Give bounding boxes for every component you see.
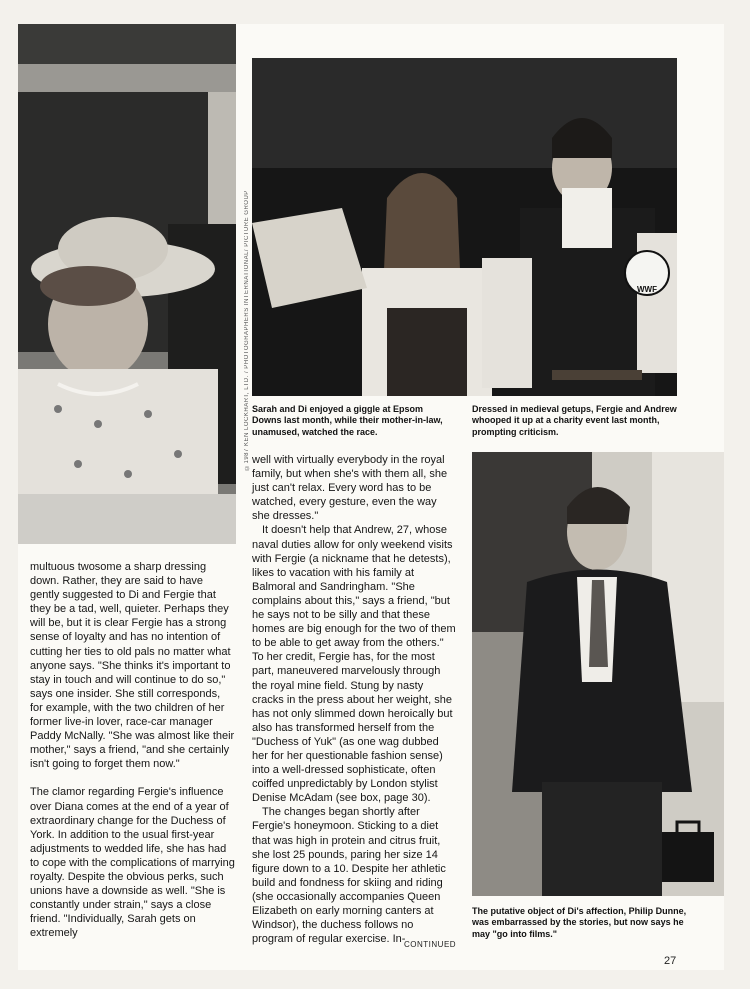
paragraph: well with virtually everybody in the royal family, but when she's with them all, she just can't relax. Every word has to be watched, every gesture, even the way she dresses." [252,454,448,523]
photo-philip-dunne [472,452,724,896]
paragraph: It doesn't help that Andrew, 27, whose naval duties allow for only weekend visits with Fergie (a nickname that he detests), likes to vacation with his family at Balmoral and Sandringham. "She complains about this," says a friend, "but he says not to be silly and that these homes are big enough for the two of them to be able to get away from the others." To her credit, Fergie has, for the most part, maneuvered marvelously through the royal mine field. Stung by nasty cracks in the press about her weight, she has not only slimmed down heroically but also has transformed herself from the "Duchess of Yuk" (as one wag dubbed her for her questionable fashion sense) into a well-dressed sophisticate, often coiffed unpredictably by London stylist Denise McAdam (see box, page 30). [252,524,456,805]
article-column-middle [252,453,457,946]
caption-epsom: Sarah and Di enjoyed a giggle at Epsom Downs last month, while their mother-in-law, unamused, watched the race. [252,404,443,437]
photo-fergie-andrew-medieval [252,58,677,396]
caption-philip-dunne: The putative object of Di's affection, Philip Dunne, was embarrassed by the stories, but now says he may "go into films." [472,906,687,939]
paragraph: multuous twosome a sharp dressing down. Rather, they are said to have gently suggested to Di and Fergie that they be a tad, well, quieter. Perhaps they will be, but it is clear Fergie has a strong sense of loyalty and has no intention of cutting her ties to old pals no matter what anyone says. "She thinks it's important to stay in touch and will continue to do so," says one insider. She still corresponds, for example, with the two children of her former live-in lover, race-car manager Paddy McNally. "She was almost like their mother," says a friend, "and she certainly isn't going to forget them now." [30,561,235,771]
photo-queen-epsom [18,24,236,544]
paragraph: The changes began shortly after Fergie's honeymoon. Sticking to a diet that was high in protein and citrus fruit, she lost 25 pounds, paring her size 14 figure down to a 10. Despite her athletic build and fondness for skiing and riding (she occasionally accompanies Queen Elizabeth on early morning canters at Windsor), the duchess follows no program of regular exercise. In- [252,806,446,946]
paragraph: The clamor regarding Fergie's influence over Diana comes at the end of a year of extraordinary change for the Duchess of York. In addition to the usual first-year adjustments to wedded life, she has had to cope with the complications of marrying royalty. Despite the obvious perks, such unions have a downside as well. "She is constantly under strain," says a close friend. "Individually, Sarah gets on extremely [30,786,235,940]
article-column-left [30,560,235,940]
photo-credit: ©1987 KEN LOCKHART, LTD. / PHOTOGRAPHERS INTERNATIONAL/ PICTURE GROUP [244,190,250,470]
continued-label: CONTINUED [404,940,457,949]
page-number: 27 [664,955,677,967]
wwf-logo: WWF [637,285,657,294]
caption-medieval: Dressed in medieval getups, Fergie and Andrew whooped it up at a charity event last month, prompting criticism. [472,404,677,437]
